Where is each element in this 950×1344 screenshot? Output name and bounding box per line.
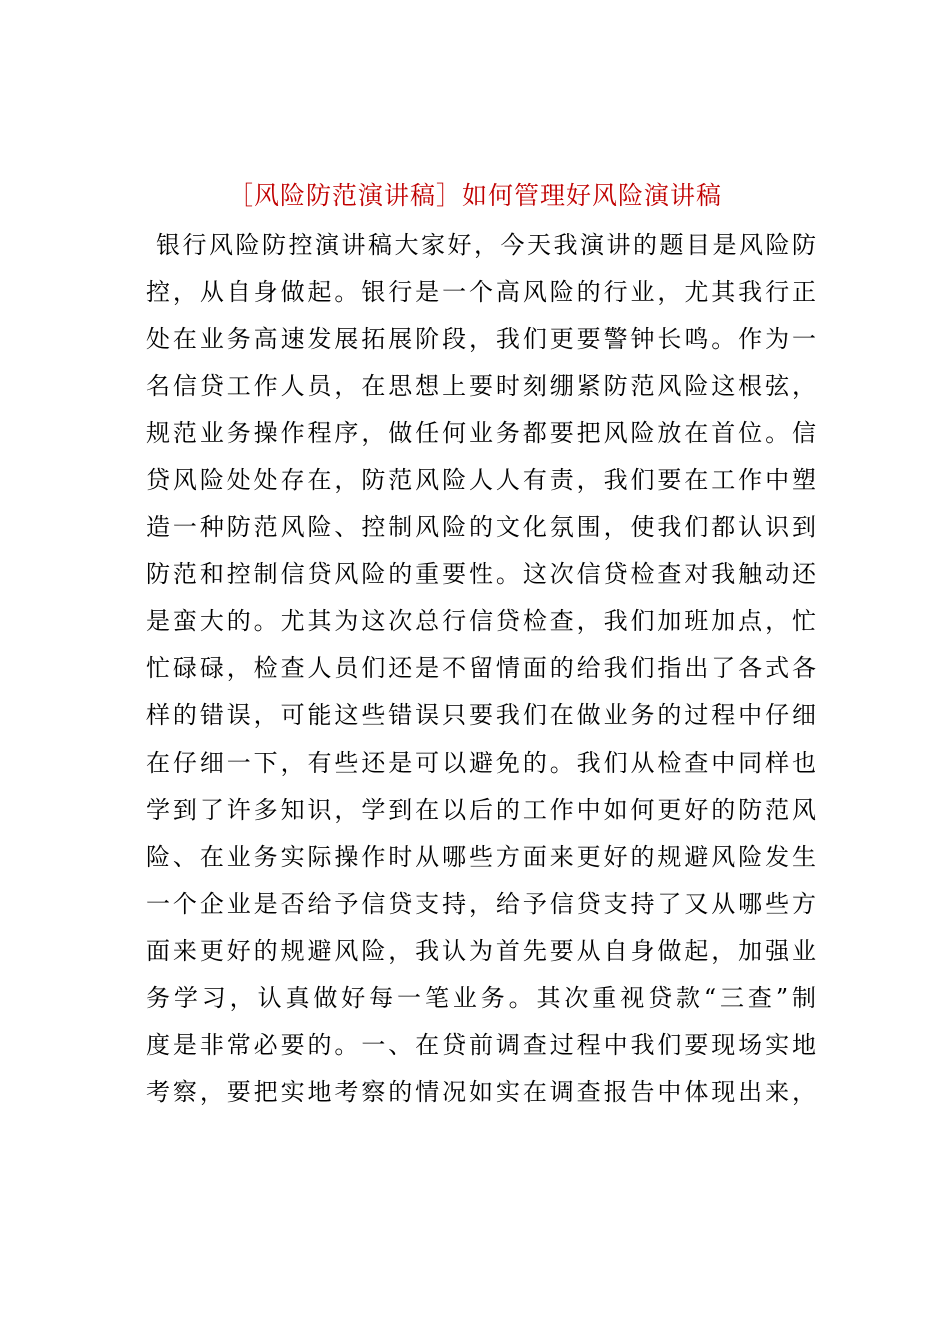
body-line-15: 一个企业是否给予信贷支持，给予信贷支持了又从哪些方 (146, 889, 816, 918)
body-line-16: 面来更好的规避风险，我认为首先要从自身做起，加强业 (146, 936, 816, 965)
body-line-17: 务学习，认真做好每一笔业务。其次重视贷款“三查”制 (146, 983, 816, 1012)
document-title: ［风险防范演讲稿］如何管理好风险演讲稿 (227, 181, 722, 210)
document-body (146, 222, 816, 1116)
body-line-14: 险、在业务实际操作时从哪些方面来更好的规避风险发生 (146, 842, 816, 871)
body-line-9: 是蛮大的。尤其为这次总行信贷检查，我们加班加点，忙 (146, 607, 816, 636)
body-line-5: 规范业务操作程序，做任何业务都要把风险放在首位。信 (146, 419, 816, 448)
body-line-2: 控，从自身做起。银行是一个高风险的行业，尤其我行正 (146, 278, 816, 307)
body-line-11: 样的错误，可能这些错误只要我们在做业务的过程中仔细 (146, 701, 816, 730)
body-line-18: 度是非常必要的。一、在贷前调查过程中我们要现场实地 (146, 1030, 816, 1059)
body-line-10: 忙碌碌，检查人员们还是不留情面的给我们指出了各式各 (146, 654, 816, 683)
body-line-3: 处在业务高速发展拓展阶段，我们更要警钟长鸣。作为一 (146, 325, 816, 354)
body-line-19: 考察，要把实地考察的情况如实在调查报告中体现出来， (146, 1077, 816, 1106)
body-line-13: 学到了许多知识，学到在以后的工作中如何更好的防范风 (146, 795, 816, 824)
body-line-12: 在仔细一下，有些还是可以避免的。我们从检查中同样也 (146, 748, 816, 777)
body-line-7: 造一种防范风险、控制风险的文化氛围，使我们都认识到 (146, 513, 816, 542)
body-line-8: 防范和控制信贷风险的重要性。这次信贷检查对我触动还 (146, 560, 816, 589)
body-line-4: 名信贷工作人员，在思想上要时刻绷紧防范风险这根弦， (146, 372, 816, 401)
body-line-6: 贷风险处处存在，防范风险人人有责，我们要在工作中塑 (146, 466, 816, 495)
body-line-1: 银行风险防控演讲稿大家好，今天我演讲的题目是风险防 (156, 231, 816, 259)
